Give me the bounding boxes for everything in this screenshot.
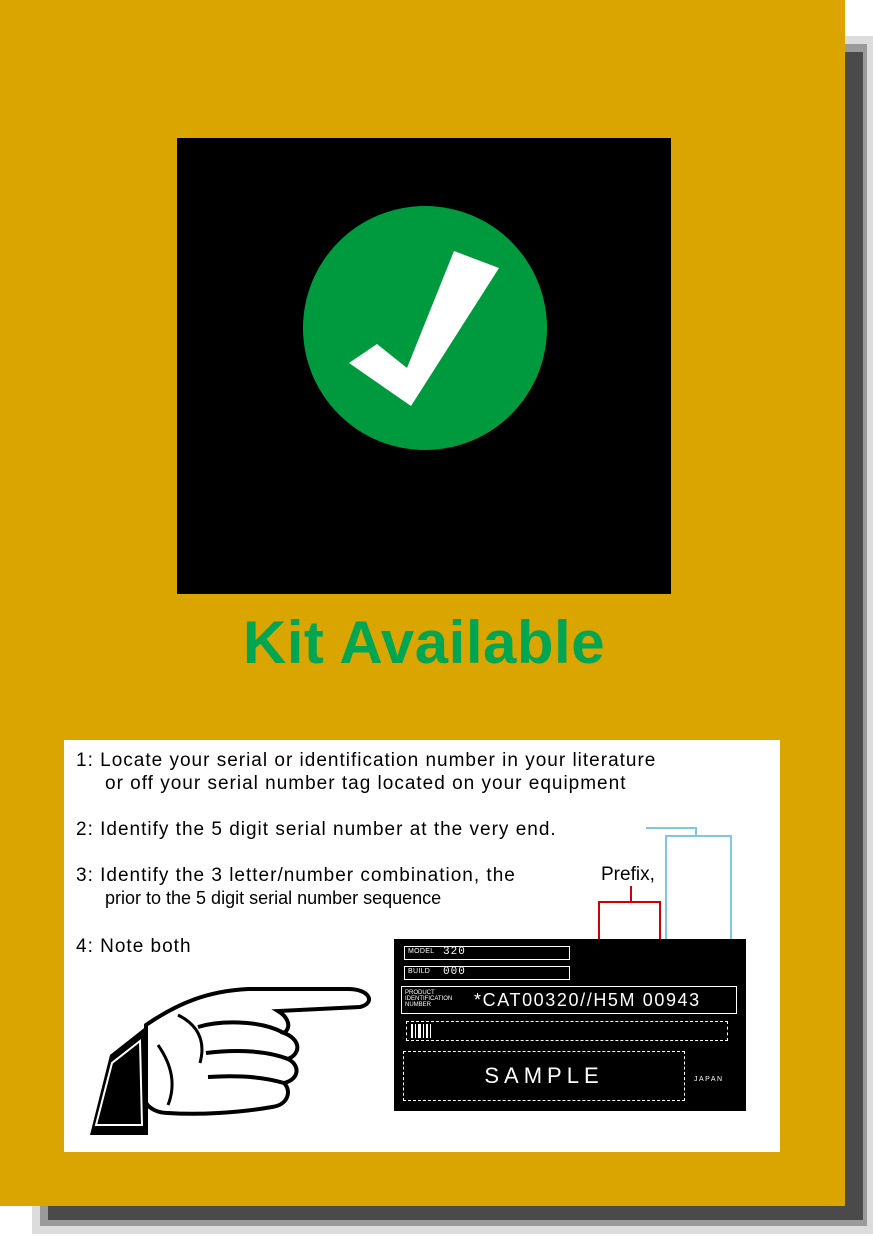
- kit-available-label: Kit Available: [242, 609, 606, 676]
- model-field: [404, 946, 570, 960]
- model-value: 320: [443, 946, 466, 958]
- check-mark-icon: [177, 138, 671, 594]
- step-3-line-2: prior to the 5 digit serial number sequence: [105, 888, 442, 908]
- serial-instructions-panel: [64, 740, 780, 1152]
- step-4: 4: Note both: [76, 936, 192, 957]
- origin-label: JAPAN: [694, 1076, 724, 1083]
- sample-text: SAMPLE: [484, 1063, 604, 1088]
- kit-available-badge: [177, 138, 671, 676]
- build-field: [404, 966, 570, 980]
- build-label: BUILD: [408, 968, 431, 975]
- pin-field: [401, 986, 737, 1014]
- serial-number-tag: [394, 939, 746, 1111]
- barcode-field: [406, 1021, 728, 1041]
- barcode-icon: [411, 1024, 435, 1038]
- step-2: 2: Identify the 5 digit serial number at the very end.: [76, 819, 557, 840]
- sample-field: [403, 1051, 685, 1101]
- pin-label: PRODUCT IDENTIFICATION NUMBER: [405, 990, 453, 1008]
- build-value: 000: [443, 966, 466, 978]
- pointing-hand-icon: [88, 985, 378, 1145]
- step-3-line-1: 3: Identify the 3 letter/number combination, the: [76, 865, 516, 886]
- step-1-line-2: or off your serial number tag located on your equipment: [105, 773, 627, 794]
- step-1-line-1: 1: Locate your serial or identification number in your literature: [76, 750, 657, 771]
- prefix-label: Prefix,: [601, 864, 655, 885]
- model-label: MODEL: [408, 948, 435, 955]
- pin-value: *CAT00320//H5M 00943: [474, 990, 701, 1010]
